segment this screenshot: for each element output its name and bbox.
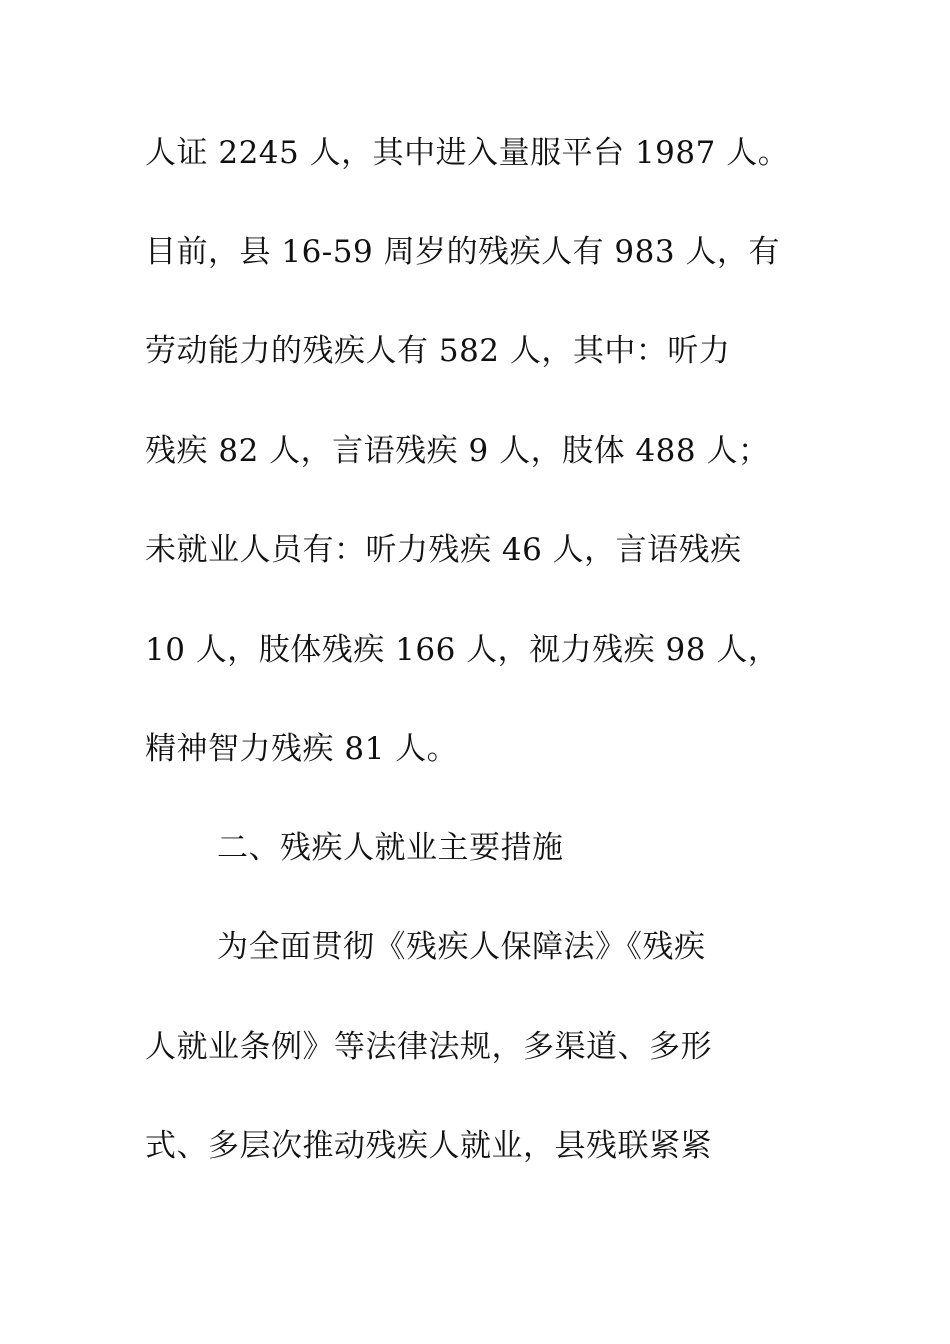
paragraph-line: 10 人，肢体残疾 166 人，视力残疾 98 人， <box>145 632 780 668</box>
paragraph-line: 人证 2245 人，其中进入量服平台 1987 人。 <box>145 135 790 171</box>
section-heading: 二、残疾人就业主要措施 <box>217 830 564 866</box>
paragraph-line: 残疾 82 人，言语残疾 9 人，肢体 488 人； <box>145 433 770 469</box>
paragraph-line: 为全面贯彻《残疾人保障法》《残疾 <box>217 929 706 965</box>
paragraph-line: 人就业条例》等法律法规，多渠道、多形 <box>145 1029 712 1065</box>
paragraph-line: 劳动能力的残疾人有 582 人，其中：听力 <box>145 333 731 369</box>
paragraph-line: 精神智力残疾 81 人。 <box>145 731 459 767</box>
paragraph-line: 未就业人员有：听力残疾 46 人，言语残疾 <box>145 532 742 568</box>
paragraph-line: 目前，县 16-59 周岁的残疾人有 983 人，有 <box>145 234 780 270</box>
paragraph-line: 式、多层次推动残疾人就业，县残联紧紧 <box>145 1128 712 1164</box>
